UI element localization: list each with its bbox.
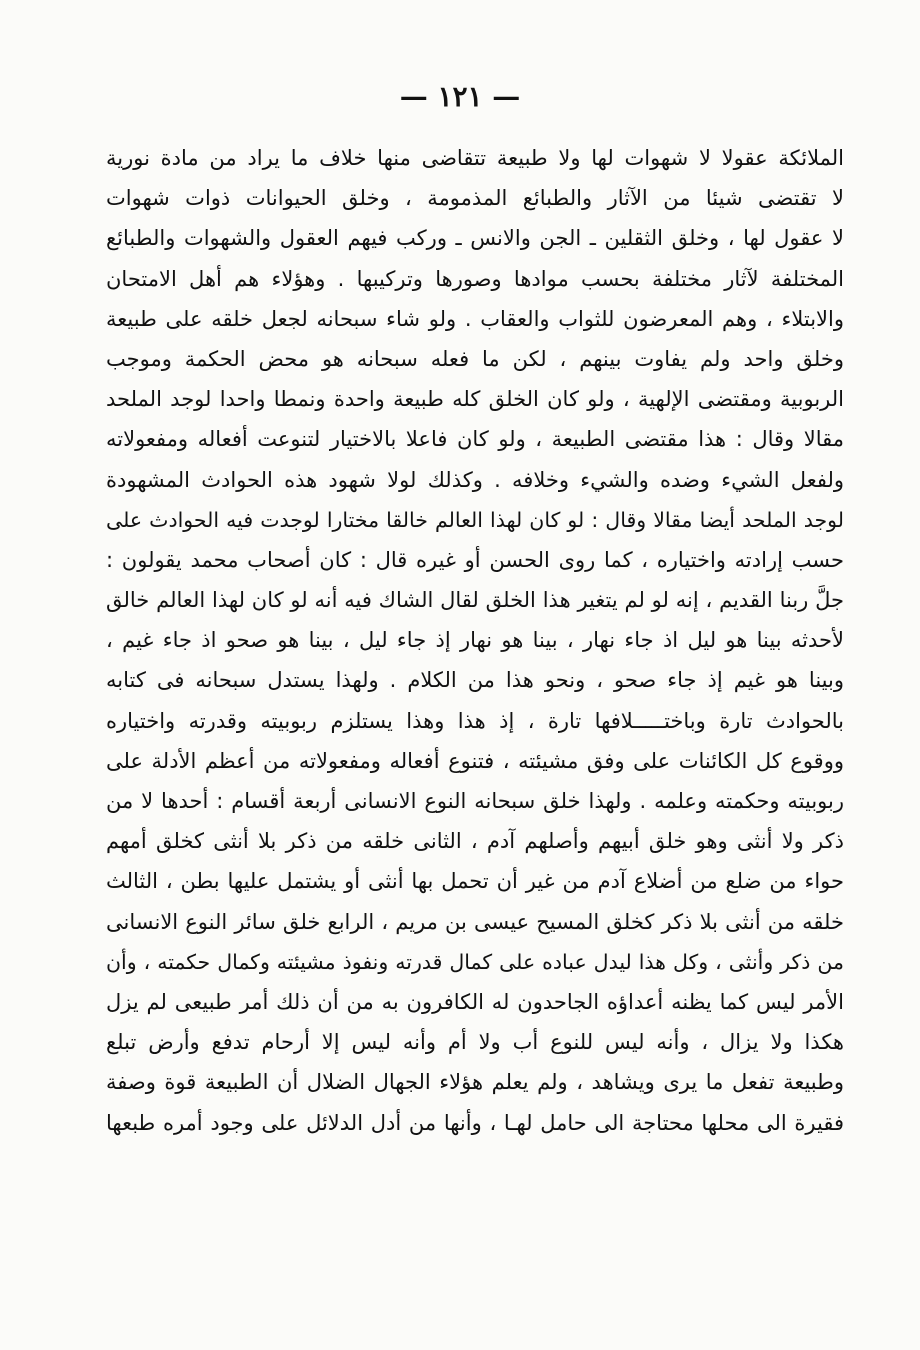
text-line: ووقوع كل الكائنات على وفق مشيئته ، فتنوع أفعاله ومفعولاته من أعظم الأدلة على	[106, 748, 844, 773]
text-line: المختلفة لآثار مختلفة بحسب موادها وصورها وتركيبها . وهؤلاء هم أهل الامتحان	[106, 266, 844, 291]
text-line: لا عقول لها ، وخلق الثقلين ـ الجن والانس ـ وركب فيهم العقول والشهوات والطبائع	[106, 226, 844, 251]
body-text	[106, 138, 844, 1143]
text-line: من ذكر وأنثى ، وكل هذا ليدل عباده على كمال قدرته ونفوذ مشيئته وكمال حكمته ، وأن	[106, 949, 844, 974]
text-line: حسب إرادته واختياره ، كما روى الحسن أو غيره قال : كان أصحاب محمد يقولون :	[106, 547, 844, 572]
text-line: الملائكة عقولا لا شهوات لها ولا طبيعة تتقاضى منها خلاف ما يراد من مادة نورية	[106, 146, 844, 170]
text-line: حواء من ضلع من أضلاع آدم من غير أن تحمل بها أنثى أو يشتمل عليها بطن ، الثالث	[106, 869, 844, 894]
page-number: — ١٢١ —	[399, 80, 521, 113]
text-line: هكذا ولا يزال ، وأنه ليس للنوع أب ولا أم وأنه ليس إلا أرحام تدفع وأرض تبلع	[106, 1030, 844, 1055]
text-line: وبينا هو غيم إذ جاء صحو ، ونحو هذا من الكلام . ولهذا يستدل سبحانه فى كتابه	[106, 668, 844, 693]
text-line: الأمر ليس كما يظنه أعداؤه الجاحدون له الكافرون به من أن ذلك أمر طبيعى لم يزل	[106, 989, 844, 1014]
text-line: والابتلاء ، وهم المعرضون للثواب والعقاب . ولو شاء سبحانه لجعل خلقه على طبيعة	[106, 306, 844, 331]
text-line: ربوبيته وحكمته وعلمه . ولهذا خلق سبحانه النوع الانسانى أربعة أقسام : أحدها لا من	[106, 789, 844, 813]
text-line: ولفعل الشيء وضده والشيء وخلافه . وكذلك لولا شهود هذه الحوادث المشهودة	[106, 467, 844, 492]
text-line: بالحوادث تارة وباختـــــلافها تارة ، إذ هذا وهذا يستلزم ربوبيته وقدرته واختياره	[106, 708, 844, 733]
text-line: خلقه من أنثى بلا ذكر كخلق المسيح عيسى بن مريم ، الرابع خلق سائر النوع الانسانى	[106, 909, 844, 934]
text-line: لأحدثه بينا هو ليل اذ جاء نهار ، بينا هو نهار إذ جاء ليل ، بينا هو صحو اذ جاء غيم ،	[106, 628, 844, 653]
text-line: وطبيعة تفعل ما يرى ويشاهد ، ولم يعلم هؤلاء الجهال الضلال أن الطبيعة قوة وصفة	[106, 1070, 844, 1095]
text-line: ذكر ولا أنثى وهو خلق أبيهم وأصلهم آدم ، الثانى خلقه من ذكر بلا أنثى كخلق أمهم	[106, 829, 844, 854]
text-line: فقيرة الى محلها محتاجة الى حامل لهـا ، وأنها من أدل الدلائل على وجود أمره طبعها	[106, 1110, 844, 1135]
text-line: وخلق واحد ولم يفاوت بينهم ، لكن ما فعله سبحانه هو محض الحكمة وموجب	[106, 346, 844, 371]
text-line: لوجد الملحد أيضا مقالا وقال : لو كان لهذا العالم خالقا مختارا لوجدت فيه الحوادث على	[106, 507, 844, 532]
text-line: الربوبية ومقتضى الإلهية ، ولو كان الخلق كله طبيعة واحدة ونمطا واحدا لوجد الملحد	[106, 387, 844, 412]
text-line: لا تقتضى شيئا من الآثار والطبائع المذمومة ، وخلق الحيوانات ذوات شهوات	[106, 186, 844, 211]
text-line: جلَّ ربنا القديم ، إنه لو لم يتغير هذا الخلق لقال الشاك فيه أنه لو كان لهذا العالم خالق	[106, 588, 844, 613]
text-line: مقالا وقال : هذا مقتضى الطبيعة ، ولو كان فاعلا بالاختيار لتنوعت أفعاله ومفعولاته	[106, 427, 844, 452]
